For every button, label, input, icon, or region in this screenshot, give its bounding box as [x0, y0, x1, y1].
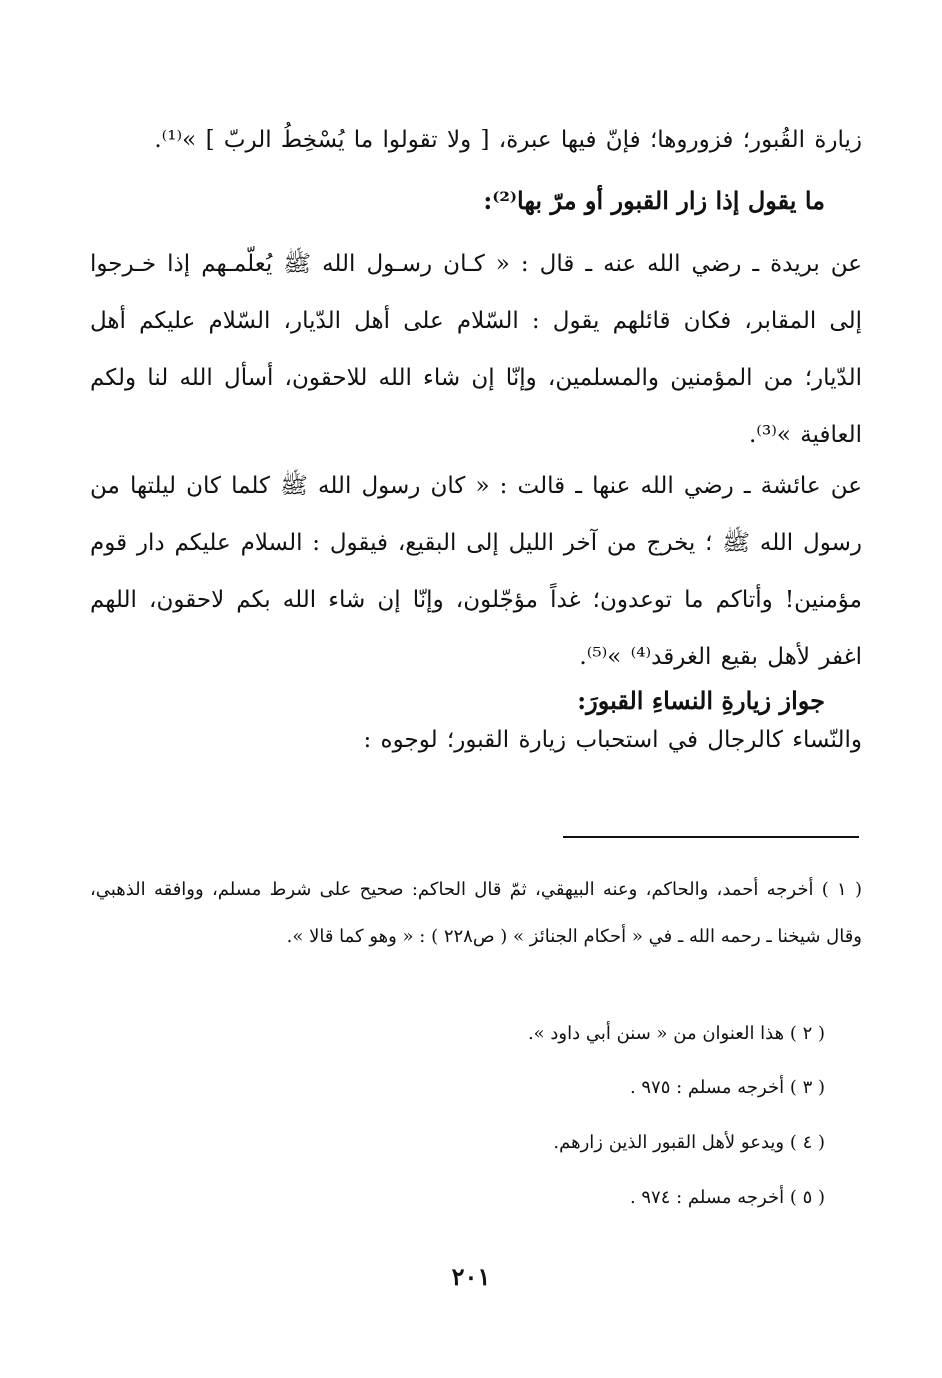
paragraph-buraydah-hadith: عن بريدة ـ رضي الله عنه ـ قال : « كـان رسـول الله ﷺ يُعلّمـهم إذا خـرجوا إلى المقابر، فكان قائلهم يقول : السّلام على أهل الدّيار، السّلام عليكم أهل الدّيار؛ من المؤمنين والمسلمين، وإنّا إن شاء الله للاحقون، أسأل الله لنا ولكم العافية »⁽³⁾. [90, 251, 862, 448]
footnote-5: ( ٥ ) أخرجه مسلم : ٩٧٤ . [629, 1187, 825, 1208]
page-number: ٢٠١ [451, 1262, 491, 1291]
footnote-separator [563, 836, 859, 838]
section-heading-visiting-graves: ما يقول إذا زار القبور أو مرّ بها⁽²⁾: [483, 186, 825, 215]
paragraph-continuation: زيارة القُبور؛ فزوروها؛ فإنّ فيها عبرة، [ ولا تقولوا ما يُسْخِطُ الربّ ] »⁽¹⁾. [154, 127, 862, 153]
footnote-1: ( ١ ) أخرجه أحمد، والحاكم، وعنه البيهقي، ثمّ قال الحاكم: صحيح على شرط مسلم، ووافقه الذهبي، وقال شيخنا ـ رحمه الله ـ في « أحكام الجنائز » ( ص٢٢٨ ) : « وهو كما قالا ». [90, 879, 862, 947]
footnote-4: ( ٤ ) ويدعو لأهل القبور الذين زارهم. [553, 1132, 825, 1153]
paragraph-aisha-hadith: عن عائشة ـ رضي الله عنها ـ قالت : « كان رسول الله ﷺ كلما كان ليلتها من رسول الله ﷺ ؛ يخرج من آخر الليل إلى البقيع، فيقول : السلام عليكم دار قوم مؤمنين! وأتاكم ما توعدون؛ غداً مؤجّلون، وإنّا إن شاء الله بكم لاحقون، اللهم اغفر لأهل بقيع الغرقد⁽⁴⁾ »⁽⁵⁾. [90, 473, 862, 670]
footnote-2: ( ٢ ) هذا العنوان من « سنن أبي داود ». [527, 1023, 825, 1044]
footnote-3: ( ٣ ) أخرجه مسلم : ٩٧٥ . [629, 1077, 825, 1098]
paragraph-women-graves: والنّساء كالرجال في استحباب زيارة القبور؛ لوجوه : [363, 727, 862, 753]
section-heading-women-visiting: جواز زيارةِ النساءِ القبورَ: [577, 686, 825, 715]
